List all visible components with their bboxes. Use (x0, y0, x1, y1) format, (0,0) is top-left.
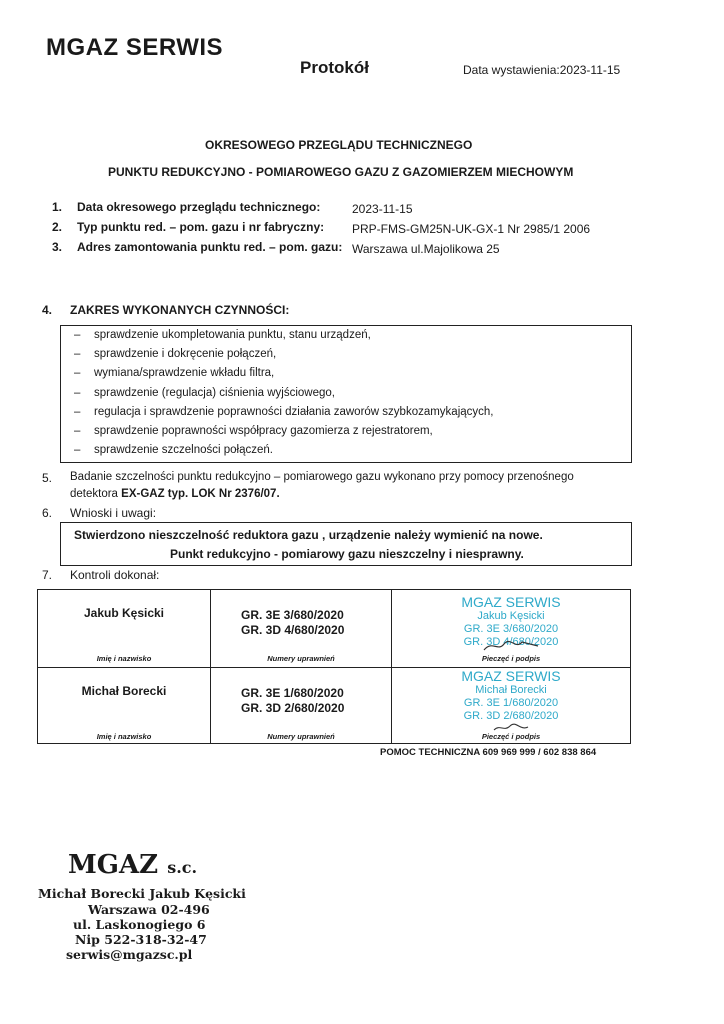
inspector-permits-cell (211, 668, 392, 744)
permit-line: GR. 3D 4/680/2020 (241, 623, 345, 637)
activity-item (74, 348, 276, 360)
company-brand: MGAZ SERWIS (46, 34, 224, 61)
activity-text: sprawdzenie poprawności współpracy gazomierza z rejestratorem, (94, 425, 433, 437)
activity-item (74, 406, 494, 418)
activity-item (74, 425, 433, 437)
signature-jk (482, 638, 542, 654)
activity-text: sprawdzenie ukompletowania punktu, stanu urządzeń, (94, 329, 371, 341)
section-6-num: 6. (42, 506, 53, 520)
permit-line: GR. 3E 1/680/2020 (241, 686, 344, 700)
field-1-label: Data okresowego przeglądu technicznego: (77, 200, 321, 214)
inspector-stamp-cell (392, 590, 631, 668)
inspector-stamp-cell (392, 668, 631, 744)
footer-company-stamp (68, 850, 197, 880)
activity-dash: – (74, 329, 81, 341)
footer-street: ul. Laskonogiego 6 (73, 917, 206, 932)
document-title: Protokół (300, 58, 369, 77)
inspectors-table (37, 589, 631, 744)
footer-brand-suffix: s.c. (167, 858, 198, 877)
footer-brand: MGAZ (68, 850, 159, 880)
activity-dash: – (74, 405, 81, 418)
permit-line: GR. 3E 3/680/2020 (241, 608, 344, 622)
section-7-title: Kontroli dokonał: (70, 568, 160, 582)
stamp-permit: GR. 3E 3/680/2020 (463, 623, 559, 635)
section-5-line-2 (70, 488, 280, 500)
footer-nip: Nip 522-318-32-47 (75, 932, 207, 947)
activity-dash: – (74, 386, 81, 399)
permits-label: Numery uprawnień (267, 654, 335, 663)
stamp-permit: GR. 3D 2/680/2020 (463, 710, 559, 722)
field-3-label: Adres zamontowania punktu red. – pom. gazu: (77, 240, 343, 254)
technical-support-line: POMOC TECHNICZNA 609 969 999 / 602 838 864 (380, 747, 597, 758)
footer-owners: Michał Borecki Jakub Kęsicki (38, 886, 246, 901)
inspector-permits-cell (211, 590, 392, 668)
activity-item (74, 367, 274, 379)
section-5-num: 5. (42, 471, 53, 485)
section-6-title: Wnioski i uwagi: (70, 506, 157, 520)
permit-line: GR. 3D 2/680/2020 (241, 701, 345, 715)
activity-dash: – (74, 367, 81, 380)
inspector-name: Michał Borecki (81, 684, 167, 698)
activity-text: sprawdzenie (regulacja) ciśnienia wyjściowego, (94, 386, 335, 399)
conclusion-line-2: Punkt redukcyjno - pomiarowy gazu nieszczelny i niesprawny. (170, 547, 524, 561)
field-1-value: 2023-11-15 (352, 202, 413, 216)
activity-item (74, 444, 273, 456)
activity-item (74, 329, 371, 341)
field-1-num: 1. (52, 200, 63, 214)
title-line-1: OKRESOWEGO PRZEGLĄDU TECHNICZNEGO (205, 138, 473, 152)
inspector-permits (241, 686, 344, 716)
title-line-2: PUNKTU REDUKCYJNO - POMIAROWEGO GAZU Z GAZOMIERZEM MIECHOWYM (108, 165, 574, 179)
permits-label: Numery uprawnień (267, 732, 335, 741)
issue-date-value: 2023-11-15 (559, 63, 621, 77)
activity-text: sprawdzenie i dokręcenie połączeń, (94, 348, 277, 361)
stamp-permit: GR. 3D 4/680/2020 (463, 636, 559, 648)
inspector-permits (241, 608, 344, 638)
issue-date (463, 63, 620, 77)
stamp-permit: GR. 3E 1/680/2020 (463, 697, 559, 709)
activity-text: sprawdzenie szczelności połączeń. (94, 444, 273, 457)
activity-text: regulacja i sprawdzenie poprawności działania zaworów szybkozamykających, (94, 405, 494, 418)
section-5-line-2-prefix: detektora (70, 488, 122, 500)
issue-date-label: Data wystawienia: (463, 63, 560, 77)
stamp-name: Michał Borecki (475, 684, 547, 696)
field-3-value: Warszawa ul.Majolikowa 25 (352, 242, 500, 256)
activity-item (74, 387, 335, 399)
section-5-line-1: Badanie szczelności punktu redukcyjno – pomiarowego gazu wykonano przy pomocy przenośnego (70, 471, 574, 483)
inspector-name-cell (38, 668, 211, 744)
section-4-num: 4. (42, 303, 53, 317)
section-7-num: 7. (42, 568, 53, 582)
activity-text: wymiana/sprawdzenie wkładu filtra, (94, 367, 275, 380)
name-label: Imię i nazwisko (96, 732, 152, 741)
stamp-name: Jakub Kęsicki (477, 610, 545, 622)
inspector-row (38, 668, 631, 744)
inspector-stamp (392, 668, 630, 723)
stamp-label: Pieczęć i podpis (481, 654, 541, 663)
inspector-row (38, 590, 631, 668)
field-2-num: 2. (52, 220, 63, 234)
field-2-label: Typ punktu red. – pom. gazu i nr fabryczny: (77, 220, 325, 234)
footer-email: serwis@mgazsc.pl (66, 947, 193, 962)
stamp-brand: MGAZ SERWIS (461, 668, 561, 684)
inspector-name: Jakub Kęsicki (83, 606, 165, 620)
activity-dash: – (74, 444, 81, 457)
footer-city: Warszawa 02-496 (88, 902, 210, 917)
stamp-label: Pieczęć i podpis (481, 732, 541, 741)
name-label: Imię i nazwisko (96, 654, 152, 663)
field-2-value: PRP-FMS-GM25N-UK-GX-1 Nr 2985/1 2006 (352, 222, 591, 236)
field-3-num: 3. (52, 240, 63, 254)
detector-model: EX-GAZ typ. LOK Nr 2376/07. (121, 488, 280, 500)
activity-dash: – (74, 348, 81, 361)
stamp-brand: MGAZ SERWIS (461, 594, 561, 610)
activity-dash: – (74, 425, 81, 437)
inspector-name-cell (38, 590, 211, 668)
conclusion-line-1: Stwierdzono nieszczelność reduktora gazu , urządzenie należy wymienić na nowe. (74, 528, 543, 542)
section-4-title: ZAKRES WYKONANYCH CZYNNOŚCI: (70, 303, 290, 317)
